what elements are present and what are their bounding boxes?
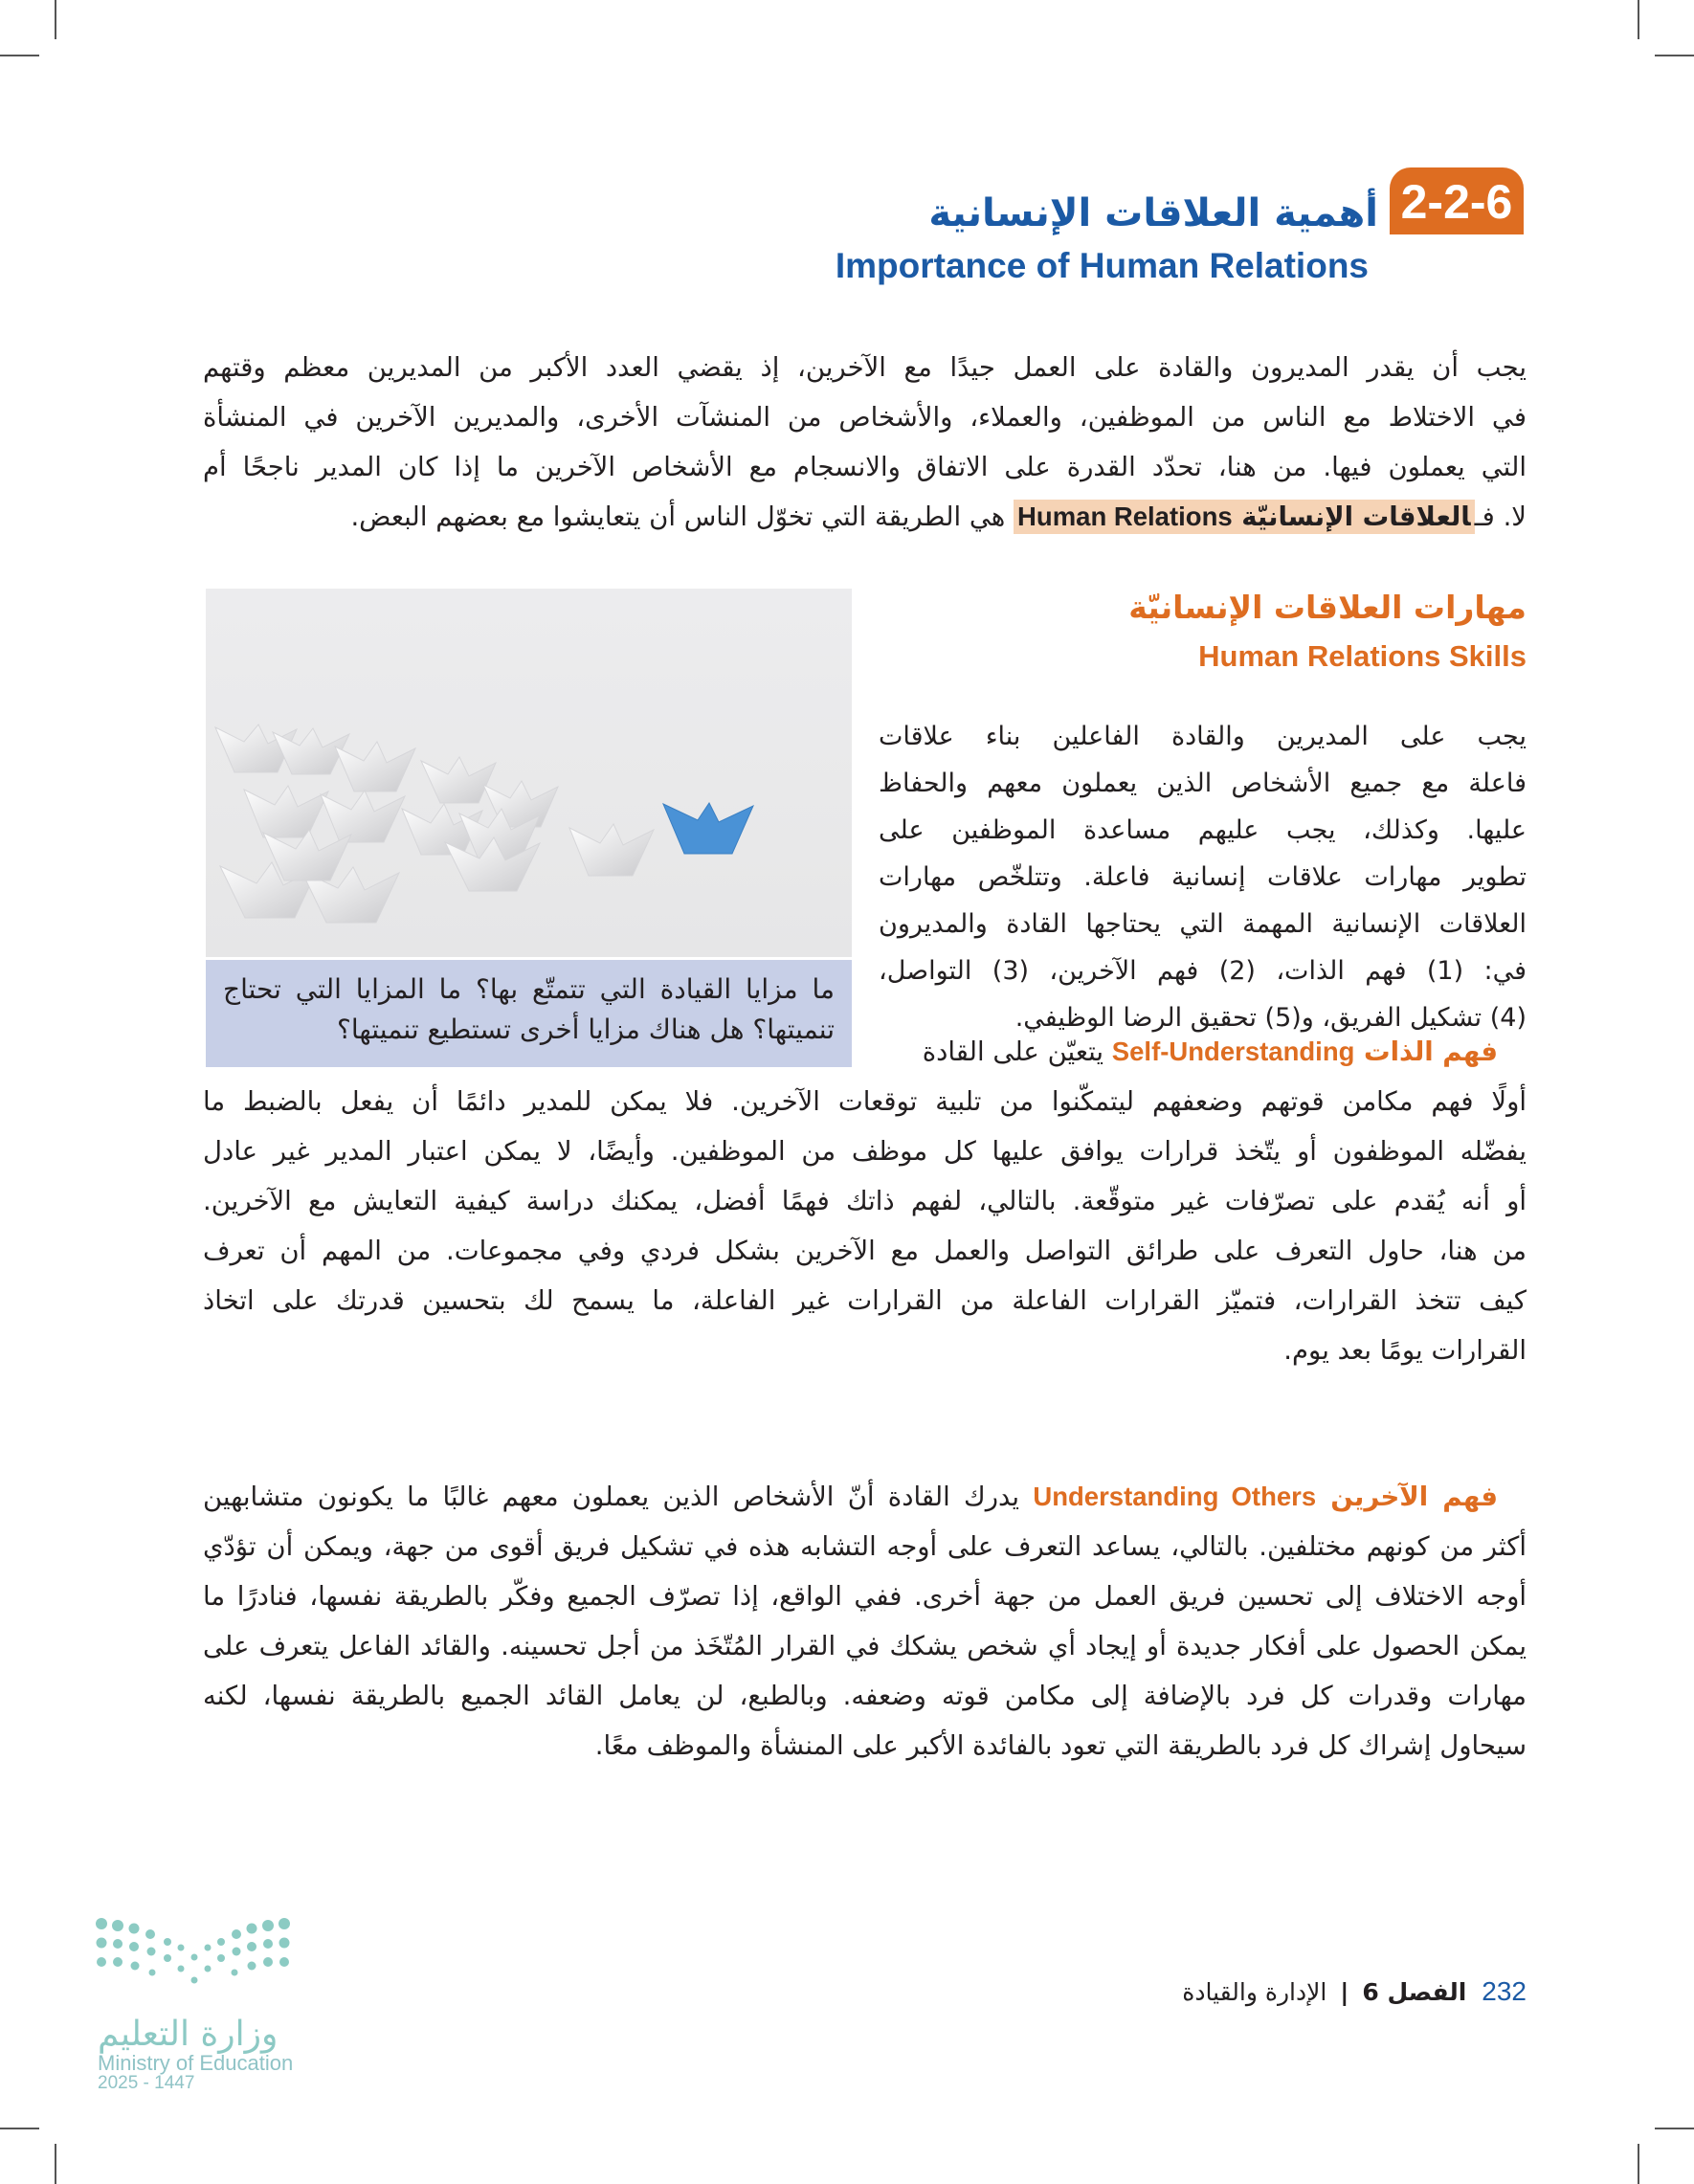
term-english: Self-Understanding [1111, 1036, 1355, 1066]
paragraph-line: العلاقات الإنسانية المهمة التي يحتاجها القادة والمديرون [879, 909, 1527, 939]
term-continuation: يدرك القادة أنّ الأشخاص الذين يعملون معهم غالبًا ما يكونون متشابهين [203, 1482, 1020, 1512]
caption-line: تنميتها؟ هل هناك مزايا أخرى تستطيع تنميتها؟ [337, 1014, 835, 1045]
paragraph-line: كيف تتخذ القرارات، فتميّز القرارات الفاعلة من القرارات غير الفاعلة، ما يسمح لك بتحسين قدرتك على اتخاذ [203, 1285, 1527, 1316]
key-term-highlight [1014, 500, 1475, 534]
white-boat [569, 824, 654, 876]
section-number-badge: 2-2-6 [1390, 167, 1524, 234]
crop-mark [55, 0, 56, 39]
skills-paragraph [879, 713, 1527, 1041]
term-understanding-others [1033, 1482, 1498, 1512]
paragraph-line [203, 1472, 1527, 1522]
crop-mark [1638, 2144, 1639, 2184]
chapter-label: الفصل 6 [1362, 1978, 1467, 2006]
intro-paragraph [203, 343, 1527, 542]
white-boat [421, 757, 496, 803]
crop-mark [0, 55, 39, 56]
term-continuation: يتعيّن على القادة [922, 1036, 1104, 1067]
book-title: الإدارة والقيادة [1182, 1978, 1327, 2006]
self-understanding-paragraph [203, 1027, 1527, 1375]
paragraph-line: (4) تشكيل الفريق، و(5) تحقيق الرضا الوظيفي. [1014, 1003, 1527, 1033]
caption-line: ما مزايا القيادة التي تتمتّع بها؟ ما المزايا التي تحتاج [223, 973, 835, 1005]
paragraph-line [203, 492, 1527, 542]
subsection-title-arabic: مهارات العلاقات الإنسانيّة [1128, 589, 1527, 626]
term-self-understanding [1112, 1036, 1498, 1067]
paragraph-line [203, 1027, 1527, 1077]
paragraph-line: عليها. وكذلك، يجب عليهم مساعدة الموظفين على [879, 815, 1527, 845]
paper-boats-image [206, 589, 852, 957]
term-arabic: فهم الذات [1364, 1036, 1498, 1067]
section-title-arabic: أهمية العلاقات الإنسانية [928, 191, 1378, 235]
term-english: Understanding Others [1033, 1482, 1317, 1511]
paragraph-line: أو أنه يُقدم على تصرّفات غير متوقّعة. بالتالي، لفهم ذاتك فهمًا أفضل، يمكنك دراسة كيفية التعايش مع الآخرين. [203, 1186, 1527, 1216]
subsection-title-english: Human Relations Skills [1198, 639, 1527, 673]
intro-last-suffix: هي الطريقة التي تخوّل الناس أن يتعايشوا مع بعضهم البعض. [350, 501, 1006, 532]
paragraph-line: في الاختلاط مع الناس من الموظفين، والعملاء، والأشخاص من المنشآت الأخرى، والمديرين الآخرين في المنشأة [203, 402, 1527, 433]
ministry-year: 2025 - 1447 [98, 2073, 195, 2093]
white-boat [321, 791, 405, 842]
paragraph-line: يجب أن يقدر المديرون والقادة على العمل جيدًا مع الآخرين، إذ يقضي العدد الأكبر من المديرين معظم وقتهم [203, 352, 1527, 383]
paragraph-line: أوجه الاختلاف إلى تحسين فريق العمل من جهة أخرى. ففي الواقع، إذا تصرّف الجميع وفكّر بالطريقة نفسها، فنادرًا ما [203, 1581, 1527, 1612]
paragraph-line: أكثر من كونهم مختلفين. بالتالي، يساعد التعرف على أوجه التشابه هذه في تشكيل فريق أقوى من جهة، ويمكن أن تؤدّي [203, 1531, 1527, 1562]
crop-mark [1655, 2128, 1694, 2129]
term-arabic: فهم الآخرين [1330, 1482, 1499, 1512]
page-number: 232 [1482, 1976, 1527, 2006]
blue-leader-boat [663, 803, 753, 854]
intro-last-prefix: لا. فـ [1474, 501, 1527, 532]
paragraph-line: مهارات وقدرات كل فرد بالإضافة إلى مكامن قوته وضعفه. وبالطبع، لن يعامل القائد الجميع بالطريقة نفسها، لكنه [203, 1681, 1527, 1711]
understanding-others-paragraph [203, 1472, 1527, 1771]
ministry-logo [96, 1914, 316, 2009]
white-boat [244, 786, 328, 837]
crop-mark [55, 2144, 56, 2184]
paragraph-line: أولًا فهم مكامن قوتهم وضعفهم ليتمكّنوا من تلبية توقعات الآخرين. فلا يمكن للمدير دائمًا أن يفعل بالضبط ما [203, 1086, 1527, 1117]
crop-mark [1638, 0, 1639, 39]
paragraph-line: يمكن الحصول على أفكار جديدة أو إيجاد أي شخص يشكك في القرار المُتّخَذ من أجل تحسينه. والقائد الفاعل يتعرف على [203, 1631, 1527, 1661]
crop-mark [1655, 55, 1694, 56]
section-title-english: Importance of Human Relations [835, 246, 1369, 285]
ministry-dots-icon [96, 1914, 316, 2005]
crop-mark [0, 2128, 39, 2129]
paragraph-line: في: (1) فهم الذات، (2) فهم الآخرين، (3) التواصل، [879, 956, 1527, 986]
paragraph-line: تطوير مهارات علاقات إنسانية فاعلة. وتتلخّص مهارات [879, 862, 1527, 892]
footer-separator: | [1340, 1978, 1349, 2006]
key-term-arabic: العلاقات الإنسانيّة [1241, 501, 1471, 532]
paragraph-line: فاعلة مع جميع الأشخاص الذين يعملون معهم والحفاظ [879, 769, 1527, 798]
page-footer [1182, 1976, 1527, 2007]
ministry-name-english: Ministry of Education [98, 2051, 294, 2075]
paper-boats-illustration [206, 589, 852, 957]
paragraph-line: التي يعملون فيها. من هنا، تحدّد القدرة على الاتفاق والانسجام مع الأشخاص الآخرين ما إذا كان المدير ناجحًا أم [203, 452, 1527, 482]
paragraph-line: سيحاول إشراك كل فرد بالطريقة التي تعود بالفائدة الأكبر على المنشأة والموظف معًا. [594, 1730, 1527, 1761]
ministry-name-arabic: وزارة التعليم [98, 2015, 279, 2054]
paragraph-line: من هنا، حاول التعرف على طرائق التواصل والعمل مع الآخرين بشكل فردي وفي مجموعات. من المهم أن تعرف [203, 1236, 1527, 1266]
paragraph-line: يجب على المديرين والقادة الفاعلين بناء علاقات [879, 722, 1527, 751]
key-term-english: Human Relations [1017, 501, 1233, 531]
paragraph-line: يفضّله الموظفون أو يتّخذ قرارات يوافق عليها كل موظف من الموظفين. وأيضًا، لا يمكن اعتبار المدير غير عادل [203, 1136, 1527, 1167]
white-boat [335, 742, 415, 791]
paragraph-line: القرارات يومًا بعد يوم. [1283, 1335, 1527, 1366]
